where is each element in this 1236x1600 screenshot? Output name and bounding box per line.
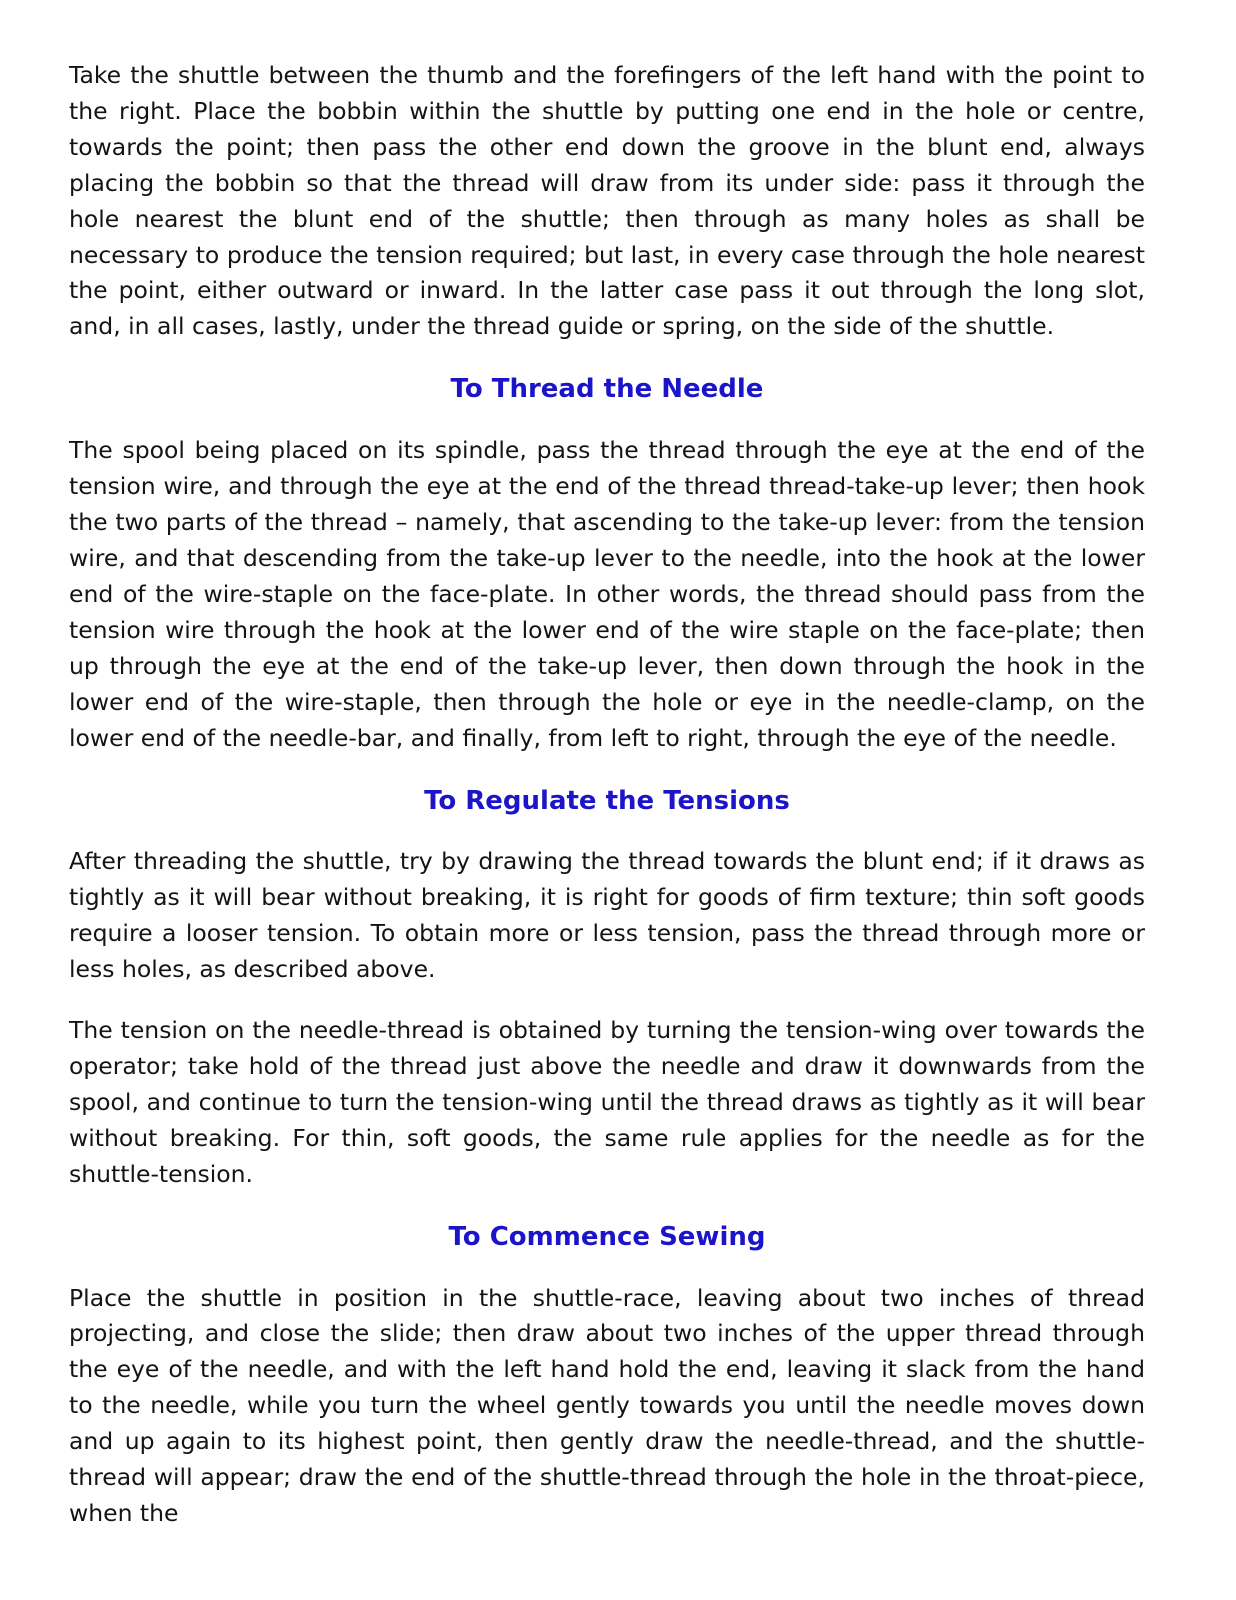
paragraph-commence-sewing: Place the shuttle in position in the shuttle-race, leaving about two inches of thread projecting, and close the slide; then draw about two inches of the upper thread through the eye of the needle, and with the left hand hold the end, leaving it slack from the hand to the needle, while you turn the wheel gently towards you until the needle moves down and up again to its highest point, then gently draw the needle-thread, and the shuttle-thread will appear; draw the end of the shuttle-thread through the hole in the throat-piece, when the [69, 1283, 1145, 1527]
paragraph-shuttle-tension: After threading the shuttle, try by drawing the thread towards the blunt end; if it draws as tightly as it will bear without breaking, it is right for goods of firm texture; thin soft goods require a looser tension. To obtain more or less tension, pass the thread through more or less holes, as described above. [69, 847, 1145, 984]
paragraph-thread-needle: The spool being placed on its spindle, pass the thread through the eye at the end of the tension wire, and through the eye at the end of the thread thread-take-up lever; then hook the two parts of the thread – namely, that ascending to the take-up lever: from the tension wire, and that descending from the take-up lever to the needle, into the hook at the lower end of the wire-staple on the face-plate. In other words, the thread should pass from the tension wire through the hook at the lower end of the wire staple on the face-plate; then up through the eye at the end of the take-up lever, then down through the hook in the lower end of the wire-staple, then through the hole or eye in the needle-clamp, on the lower end of the needle-bar, and finally, from left to right, through the eye of the needle. [69, 436, 1145, 752]
section-heading-regulate-tensions: To Regulate the Tensions [424, 786, 790, 817]
section-heading-thread-needle: To Thread the Needle [450, 374, 764, 405]
section-heading-commence-sewing: To Commence Sewing [448, 1221, 766, 1252]
intro-paragraph: Take the shuttle between the thumb and the forefingers of the left hand with the point to the right. Place the bobbin within the shuttle by putting one end in the hole or centre, towards the point; then pass the other end down the groove in the blunt end, always placing the bobbin so that the thread will draw from its under side: pass it through the hole nearest the blunt end of the shuttle; then through as many holes as shall be necessary to produce the tension required; but last, in every case through the hole nearest the point, either outward or inward. In the latter case pass it out through the long slot, and, in all cases, lastly, under the thread guide or spring, on the side of the shuttle. [69, 61, 1145, 341]
paragraph-needle-tension: The tension on the needle-thread is obtained by turning the tension-wing over towards the operator; take hold of the thread just above the needle and draw it downwards from the spool, and continue to turn the tension-wing until the thread draws as tightly as it will bear without breaking. For thin, soft goods, the same rule applies for the needle as for the shuttle-tension. [69, 1016, 1145, 1188]
document-page [69, 58, 1145, 1532]
